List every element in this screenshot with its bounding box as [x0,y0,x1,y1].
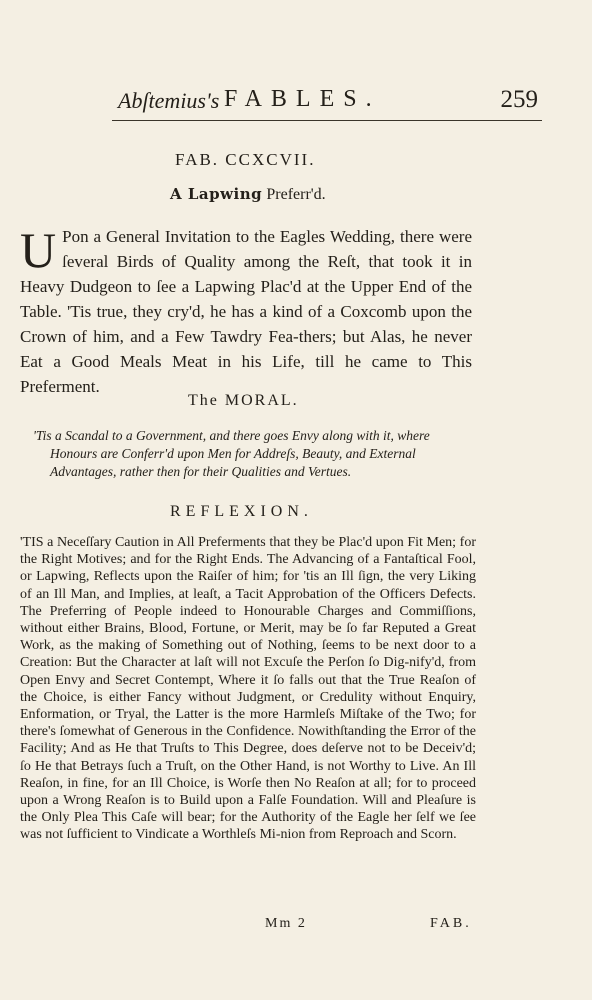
moral-line: 'Tis a Scandal to a Government, and there goes Envy along with it, where [33,428,430,443]
moral-text [33,427,471,481]
fable-number: FAB. CCXCVII. [175,150,316,169]
fable-title-rest: Preferr'd. [266,186,326,203]
running-head [112,86,542,121]
fable-title-blackletter: A Lapwing [170,185,263,203]
page-number: 259 [500,86,538,113]
fable-title [170,184,326,204]
catchword: FAB. [430,916,472,931]
reflexion-heading: REFLEXION. [170,503,313,520]
reflexion-body: 'TIS a Neceſſary Caution in All Preferments that they be Plac'd upon Fit Men; for the Right Motives; and for the Right Ends. The Advancing of a Fantaſtical Fool, or Lapwing, Reflects upon the Raiſer of him; for 'tis an Ill ſign, the very Liking of an Ill Man, and Implies, at leaſt, a Tacit Approbation of the Officers Defects. The Preferring of People indeed to Honourable Charges and Commiſſions, without either Brains, Blood, Fortune, or Merit, may be ſo far Reputed a Great Work, as the making of Something out of Nothing, ſeems to be next door to a Creation: But the Character at laſt will not Excuſe the Perſon ſo Dig-nify'd, from Open Envy and Secret Contempt, Where it ſo falls out that the True Reaſon of the Choice, is either Fancy without Judgment, or Credulity without Enquiry, Enformation, or Tryal, the Latter is the more Harmleſs Miſtake of the Two; for there's ſomewhat of Generous in the Confidence. Nowithſtanding the Error of the Facility; And as He that Truſts to This Degree, does deſerve not to be Deceiv'd; ſo He that Betrays ſuch a Truſt, on the Other Hand, is not Worthy to Live. An Ill Reaſon, in fine, for an Ill Choice, is Worſe then No Reaſon at all; for to proceed upon a Wrong Reaſon is to Build upon a Falſe Foundation. Will and Pleaſure is the Only Plea This Caſe will bear; for the Authority of the Eagle her ſelf we ſee was not ſufficient to Vindicate a Worthleſs Mi-nion from Reproach and Scorn. [20,535,476,843]
signature-mark: Mm 2 [265,916,307,931]
running-head-author: Abſtemius's [118,88,220,113]
drop-cap: U [20,222,57,278]
moral-heading: The MORAL. [188,392,299,409]
fable-body: Pon a General Invitation to the Eagles Wedding, there were ſeveral Birds of Quality among the Reſt, that took it in Heavy Dudgeon to ſee a Lapwing Plac'd at the Upper End of the Table. 'Tis true, they cry'd, he has a kind of a Coxcomb upon the Crown of him, and a Few Tawdry Fea-thers; but Alas, he never Eat a Good Meals Meat in his Life, till he came to This Preferment. [20,227,472,396]
running-head-title: FABLES. [224,86,381,112]
fable-text [20,224,472,399]
moral-line: Honours are Conferr'd upon Men for Addreſs, Beauty, and External [50,446,416,461]
moral-line: Advantages, rather then for their Qualities and Vertues. [50,464,352,479]
